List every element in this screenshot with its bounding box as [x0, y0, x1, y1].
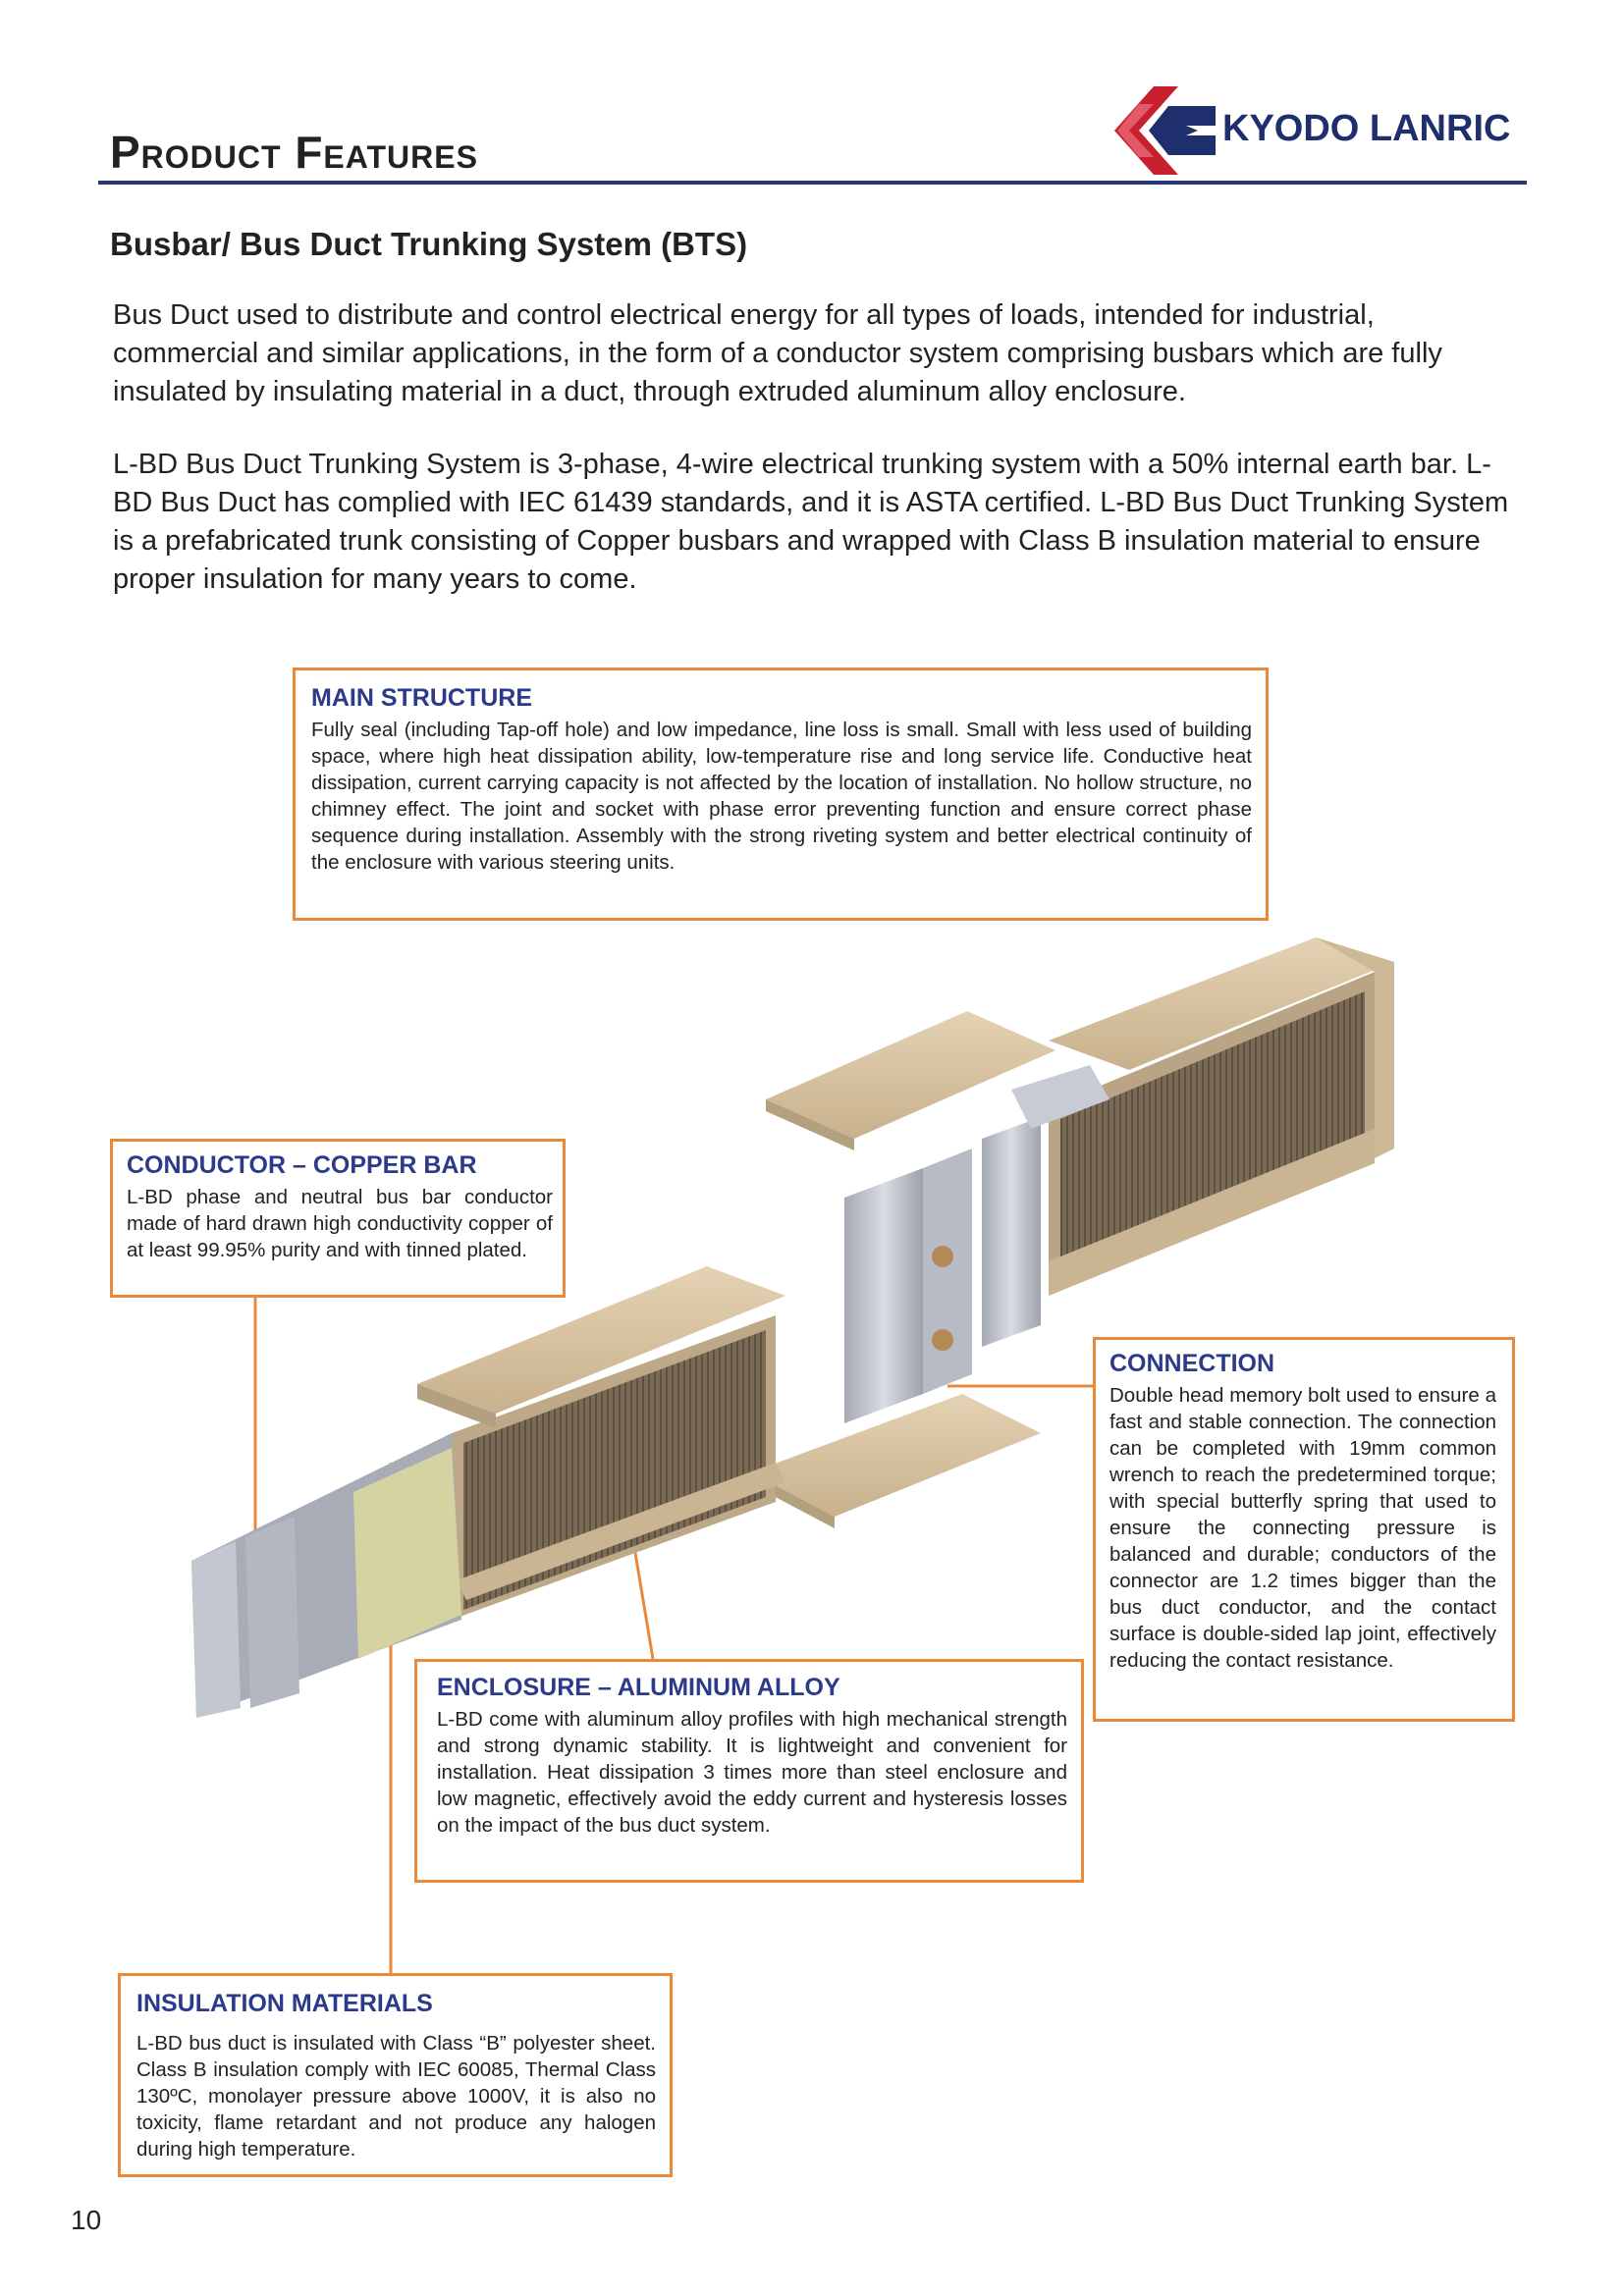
callout-body: L-BD bus duct is insulated with Class “B” polyester sheet. Class B insulation comply with IEC 60085, Thermal Class 130ºC, monolayer pressure above 1000V, it is also no toxicity, flame retardant and not produce any halogen during high temperature.: [136, 2032, 656, 2161]
callout-main-structure: [293, 667, 1269, 921]
callout-body: Fully seal (including Tap-off hole) and low impedance, line loss is small. Small with less used of building space, where high heat dissipation ability, low-temperature rise and long service life. Conductive heat dissipation, current carrying capacity is not affected by the location of installation. No hollow structure, no chimney effect. The joint and socket with phase error preventing function and ensure correct phase sequence during installation. Assembly with the strong riveting system and better electrical continuity of the enclosure with various steering units.: [311, 719, 1252, 874]
callout-title: MAIN STRUCTURE: [311, 684, 532, 712]
callout-title: CONNECTION: [1109, 1350, 1275, 1377]
callout-title: CONDUCTOR – COPPER BAR: [127, 1151, 477, 1179]
callout-connection: [1093, 1337, 1515, 1722]
callout-enclosure: [414, 1659, 1084, 1883]
callout-body: Double head memory bolt used to ensure a fast and stable connection. The connection can be completed with 19mm common wrench to reach the predetermined torque; with special butterfly spring that used to ensure the connecting pressure is balanced and durable; conductors of the connector are 1.2 times bigger than the bus duct conductor, and the contact surface is double-sided lap joint, effectively reducing the contact resistance.: [1109, 1384, 1496, 1672]
callout-body: L-BD come with aluminum alloy profiles with high mechanical strength and strong dynamic stability. It is lightweight and convenient for installation. Heat dissipation 3 times more than steel enclosure and low magnetic, effectively avoid the eddy current and hysteresis losses on the impact of the bus duct system.: [437, 1708, 1067, 1837]
callout-title: ENCLOSURE – ALUMINUM ALLOY: [437, 1674, 840, 1701]
callout-body: L-BD phase and neutral bus bar conductor made of hard drawn high conductivity copper of at least 99.95% purity and with tinned plated.: [127, 1186, 553, 1261]
page-title: Product Features: [110, 127, 478, 178]
page-number: 10: [71, 2205, 102, 2235]
section-title: Busbar/ Bus Duct Trunking System (BTS): [110, 226, 748, 262]
intro-paragraph-1: Bus Duct used to distribute and control electrical energy for all types of loads, intended for industrial, commercial and similar applications, in the form of a conductor system comprising busbars which are fully insulated by insulating material in a duct, through extruded aluminum alloy enclosure.: [113, 299, 1442, 407]
brand-name: KYODO LANRIC: [1222, 108, 1511, 149]
callout-title: INSULATION MATERIALS: [136, 1990, 433, 2017]
callout-insulation: [118, 1973, 673, 2177]
intro-paragraph-2: L-BD Bus Duct Trunking System is 3-phase, 4-wire electrical trunking system with a 50% internal earth bar. L-BD Bus Duct has complied with IEC 61439 standards, and it is ASTA certified. L-BD Bus Duct Trunking System is a prefabricated trunk consisting of Copper busbars and wrapped with Class B insulation material to ensure proper insulation for many years to come.: [113, 449, 1509, 595]
callout-conductor: [110, 1139, 566, 1298]
